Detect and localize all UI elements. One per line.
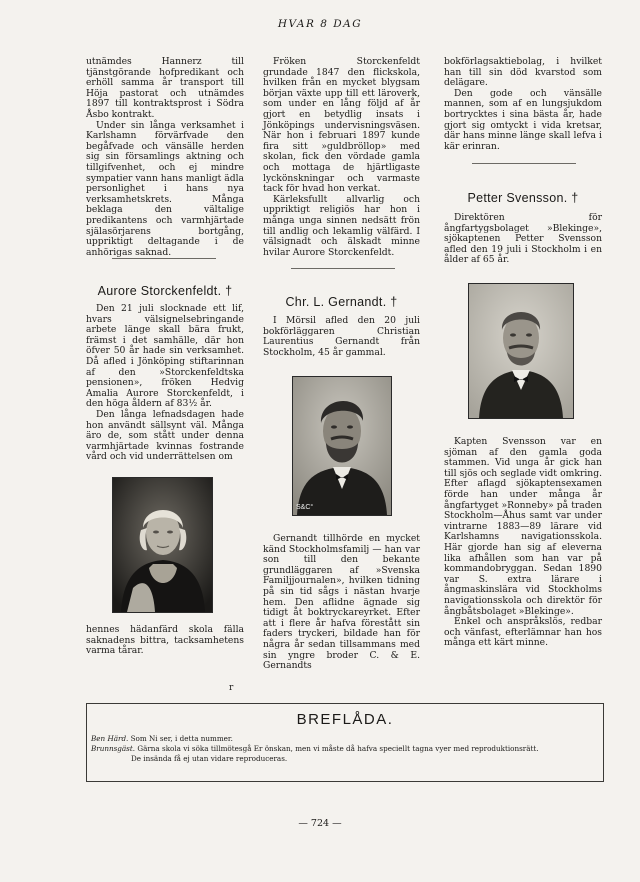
column-divider [291, 268, 395, 269]
paragraph: I Mörsil afled den 20 juli bokförläggaren Christian Laurentius Gernandt från Stockholm, 45 år gammal. [263, 315, 420, 358]
storckenfeldt-portrait [112, 477, 213, 613]
svensson-article-continued [444, 437, 602, 649]
stray-mark: r [229, 683, 234, 693]
paragraph: Den långa lefnadsdagen hade hon användt sällsynt väl. Många äro de, som stått under denna varmhjärtade kvinnas fostrande vård och vid underrättelsen om [86, 408, 244, 463]
paragraph: Enkel och anspråkslös, redbar och vänfast, efterlämnar han hos många ett kärt minne. [444, 616, 602, 649]
paragraph: bokförlagsaktiebolag, i hvilket han till sin död kvarstod som delägare. [444, 56, 602, 89]
gernandt-article-end [444, 57, 602, 152]
reply-recipient: Brunnsgäst. [91, 744, 136, 753]
gernandt-article [263, 316, 420, 358]
reply-text: Som Ni ser, i detta nummer. [130, 734, 233, 743]
storckenfeldt-article-end [86, 625, 244, 657]
letterbox-section [86, 703, 604, 782]
svensson-portrait [468, 283, 574, 419]
storckenfeldt-heading: Aurore Storckenfeldt. † [97, 284, 233, 298]
paragraph: Direktören för ångfartygsbolaget »Blekinge», sjökaptenen Petter Svensson afled den 19 juli i Stockholm i en ålder af 65 år. [444, 212, 602, 266]
letterbox-reply-continued [131, 754, 591, 763]
gernandt-article-continued [263, 534, 420, 672]
paragraph: Under sin långa verksamhet i Karlshamn förvärfvade den begåfvade och vänsälle herden sig sin församlings aktning och tillgifvenhet, och ej mindre sympatier vann hans manligt ädla personlighet i hans nya verksamhetskrets. Många beklaga den vältalige predikantens och varmhjärtade själasörjarens bortgång, uppriktigt deltagande i de anhörigas saknad. [86, 119, 244, 258]
column-divider [112, 258, 216, 259]
running-header: HVAR 8 DAG [277, 18, 363, 30]
paragraph: utnämdes Hannerz till tjänstgörande hofpredikant och erhöll samma år transport till Höja pastorat och utnämdes 1897 till kontraktsprost i Södra Åsbo kontrakt. [86, 56, 244, 120]
svensson-article [444, 213, 602, 266]
page-number: — 724 — [298, 818, 342, 829]
hannerz-article-end [86, 57, 244, 258]
paragraph: Kapten Svensson var en sjöman af den gamla goda stammen. Vid unga år gick han till sjös och seglade vidt omkring. Efter aflagd sjökaptensexamen förde han under många år ångfartyget »Ronneby» på traden Stockholm—Åhus samt var under vintrarne 1883—89 lärare vid Karlshamns navigationsskola. Här gjorde han sig af eleverna lika afhållen som han var på kommandobryggan. Sedan 1890 var S. extra lärare i ångmaskinslära vid Stockholms navigationsskola och direktör för ångbåtsbolaget »Blekinge». [444, 436, 602, 617]
letterbox-reply [91, 734, 596, 743]
column-divider [472, 163, 576, 164]
paragraph: Fröken Storckenfeldt grundade 1847 den flickskola, hvilken från en mycket blygsam början växte upp till ett läroverk, som under en lång följd af år gjort en betydlig insats i Jönköpings undervisningsväsen. När hon i februari 1897 kunde fira sitt »guldbröllop» med skolan, fick den vördade gamla och mottaga de hjärtligaste lyckönskningar och varmaste tack för hvad hon verkat. [263, 56, 420, 195]
reply-text: Gärna skola vi söka tillmötesgå Er önskan, men vi måste då hafva speciellt tagna vyer med reproduktionsrätt. [137, 744, 539, 753]
svensson-heading: Petter Svensson. † [467, 191, 579, 205]
storckenfeldt-article-continued [263, 57, 420, 258]
paragraph: hennes hädanfärd skola fälla saknadens bittra, tacksamhetens varma tårar. [86, 624, 244, 657]
paragraph: Kärleksfullt allvarlig och uppriktigt religiös har hon i många unga sinnen nedsätt frön till andlig och lekamlig välfärd. I välsignadt och älskadt minne hvilar Aurore Storckenfeldt. [263, 193, 420, 258]
reply-recipient: Ben Härd. [91, 734, 129, 743]
paragraph: Den 21 juli slocknade ett lif, hvars välsignelsebringande arbete länge skall bära frukt, främst i det samhälle, där hon öfver 50 år hade sin verksamhet. Då afled i Jönköping stiftarinnan af den »Storckenfeldtska pensionen», fröken Hedvig Amalia Aurore Storckenfeldt, i den höga åldern af 83½ år. [86, 303, 244, 410]
letterbox-reply [91, 744, 596, 753]
paragraph: Gernandt tillhörde en mycket känd Stockholmsfamilj — han var son till den bekante grundläggaren af »Svenska Familjjournalen», hvilken tidning på sin tid sågs i nästan hvarje hem. Den aflidne ägnade sig tidigt åt boktryckareyrket. Efter att i flere år hafva förestått sin faders tryckeri, bildade han för några år sedan tillsammans med sin yngre broder C. & E. Gernandts [263, 533, 420, 672]
paragraph: Den gode och vänsälle mannen, som af en lungsjukdom bortrycktes i sina bästa år, hade gjort sig omtyckt i vida kretsar, där hans minne länge skall lefva i kär erinran. [444, 87, 602, 152]
photographer-mark: S&C° [296, 504, 314, 511]
storckenfeldt-article [86, 304, 244, 463]
reply-text: De insända få ej utan vidare reproduceras. [131, 754, 288, 763]
gernandt-portrait [292, 376, 392, 516]
gernandt-heading: Chr. L. Gernandt. † [285, 295, 398, 309]
letterbox-title: BREFLÅDA. [296, 711, 394, 728]
